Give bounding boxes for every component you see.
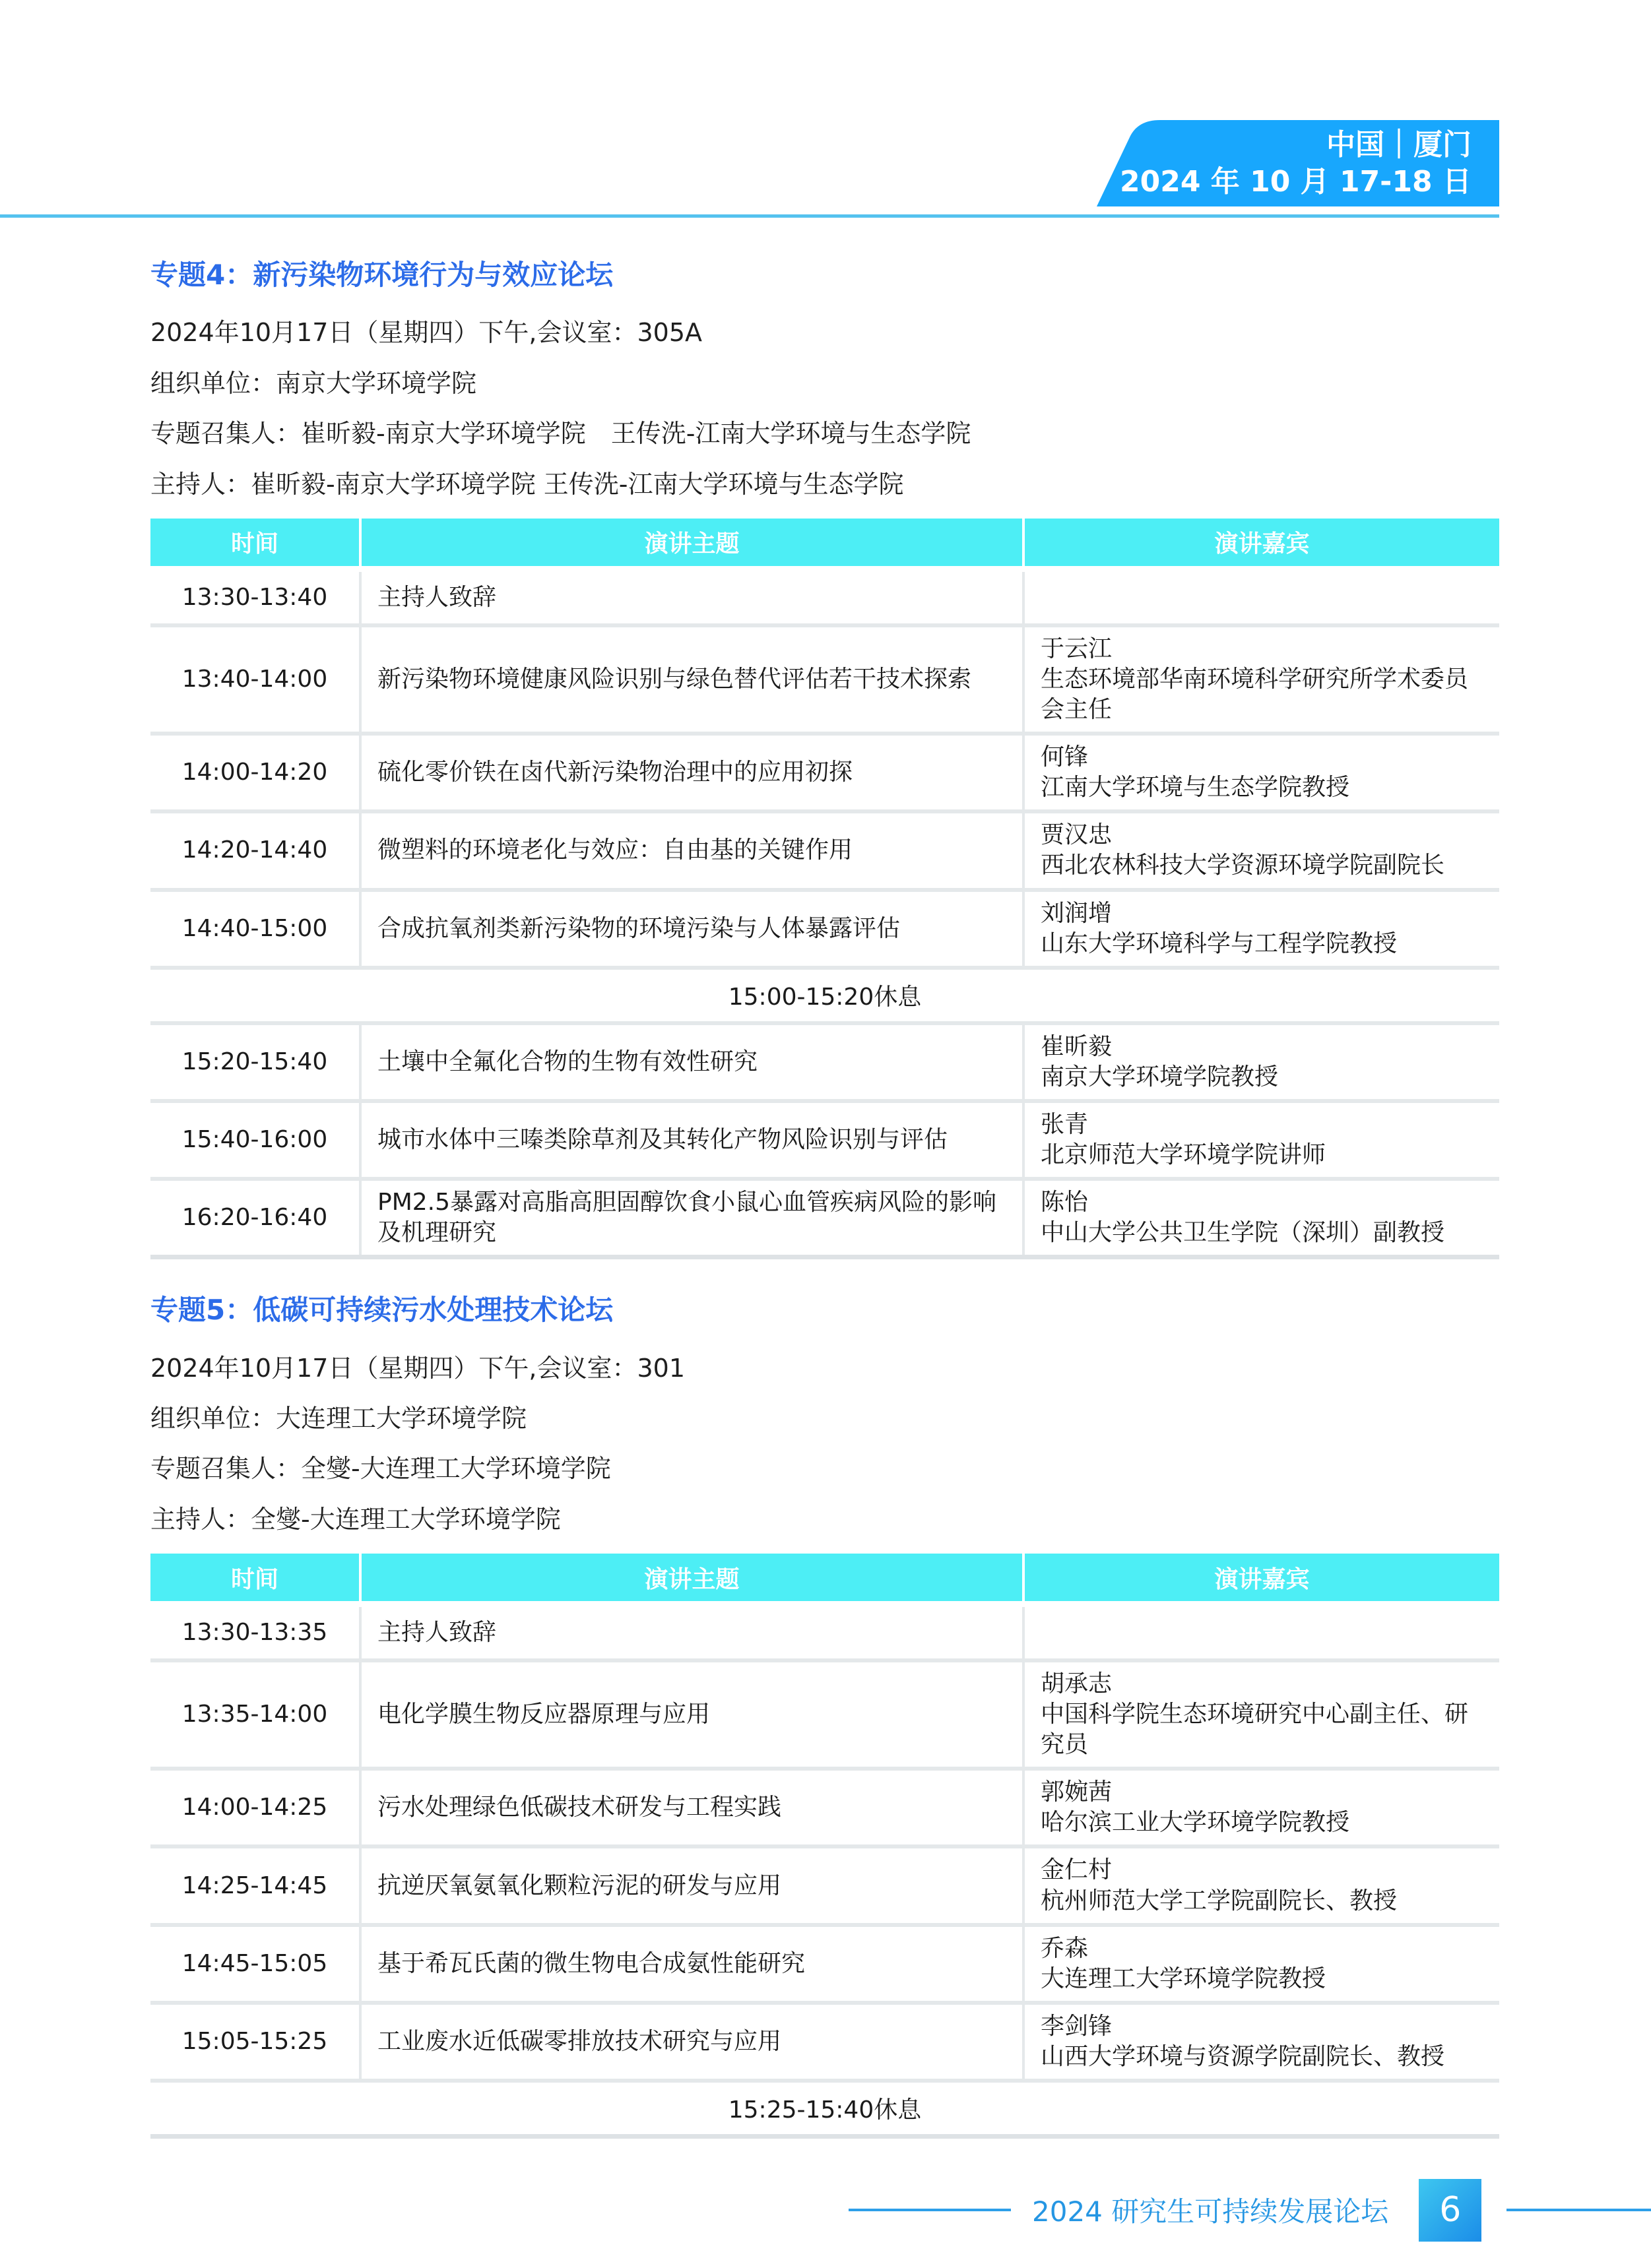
speaker-affiliation: 中国科学院生态环境研究中心副主任、研究员 [1041,1701,1469,1759]
table-body [150,572,1499,1255]
section-title: 专题5：低碳可持续污水处理技术论坛 [150,1294,614,1327]
page-footer [0,2178,1651,2242]
session-datetime: 2024年10月17日（星期四）下午,会议室：301 [150,1353,686,1383]
speaker-name: 金仁村 [1041,1856,1113,1884]
speaker-name: 李剑锋 [1041,2012,1113,2040]
speaker-affiliation: 北京师范大学环境学院讲师 [1041,1141,1326,1168]
talk-speaker [1022,1181,1499,1255]
talk-topic: 主持人致辞 [359,572,1022,623]
conveners: 专题召集人：全燮-大连理工大学环境学院 [150,1454,611,1484]
session-time: 15:40-16:00 [181,1125,328,1153]
table-row [150,809,1499,887]
talk-speaker [1022,627,1499,732]
talk-speaker [1022,1848,1499,1922]
speaker-name: 何锋 [1041,743,1089,771]
talk-topic: 工业废水近低碳零排放技术研究与应用 [359,2005,1022,2079]
talk-speaker [1022,572,1499,623]
speaker-name: 于云江 [1041,635,1113,662]
session-time: 14:00-14:25 [181,1794,328,1821]
page-content [150,259,1499,2139]
talk-topic: 污水处理绿色低碳技术研发与工程实践 [359,1771,1022,1844]
program-table [150,519,1499,1259]
table-body [150,1607,1499,2134]
col-header-speaker: 演讲嘉宾 [1022,1554,1499,1601]
talk-topic: 主持人致辞 [359,1607,1022,1658]
talk-speaker [1022,1771,1499,1844]
talk-topic: 微塑料的环境老化与效应：自由基的关键作用 [359,813,1022,887]
event-banner [1097,120,1499,206]
session-time: 13:30-13:35 [181,1619,328,1647]
talk-speaker [1022,813,1499,887]
table-row [150,1021,1499,1099]
speaker-name: 张青 [1041,1110,1089,1138]
session-time: 13:40-14:00 [181,666,328,693]
footer-right-rule [1506,2209,1651,2211]
table-row [150,1658,1499,1767]
table-row [150,888,1499,966]
talk-topic: 合成抗氧剂类新污染物的环境污染与人体暴露评估 [359,892,1022,966]
table-row [150,2001,1499,2079]
table-row [150,1177,1499,1255]
col-header-topic: 演讲主题 [359,1554,1022,1601]
page-number: 6 [1439,2190,1462,2230]
speaker-name: 贾汉忠 [1041,821,1113,849]
talk-speaker [1022,1662,1499,1767]
col-header-time: 时间 [230,1565,278,1593]
speaker-name: 刘润增 [1041,899,1113,927]
session-time: 16:20-16:40 [181,1204,328,1231]
session-time: 14:40-15:00 [181,914,328,942]
col-header-speaker: 演讲嘉宾 [1022,519,1499,566]
section-topic5 [150,1294,1499,2139]
session-time: 14:20-14:40 [181,836,328,864]
speaker-name: 胡承志 [1041,1670,1113,1698]
speaker-affiliation: 山东大学环境科学与工程学院教授 [1041,929,1398,957]
speaker-affiliation: 哈尔滨工业大学环境学院教授 [1041,1809,1350,1837]
header-rule [0,214,1499,218]
talk-topic: 新污染物环境健康风险识别与绿色替代评估若干技术探索 [359,627,1022,732]
col-header-topic: 演讲主题 [359,519,1022,566]
speaker-affiliation: 西北农林科技大学资源环境学院副院长 [1041,852,1445,879]
speaker-name: 乔森 [1041,1934,1089,1962]
talk-topic: 电化学膜生物反应器原理与应用 [359,1662,1022,1767]
speaker-affiliation: 南京大学环境学院教授 [1041,1063,1279,1090]
talk-speaker [1022,1025,1499,1099]
session-time: 14:45-15:05 [181,1949,328,1977]
speaker-affiliation: 杭州师范大学工学院副院长、教授 [1041,1887,1398,1914]
page-number-badge [1419,2179,1481,2242]
hosts: 主持人：崔昕毅-南京大学环境学院 王传洗-江南大学环境与生态学院 [150,469,904,499]
table-row [150,1099,1499,1177]
footer-left-rule [849,2209,1011,2211]
talk-speaker [1022,736,1499,809]
talk-topic: 土壤中全氟化合物的生物有效性研究 [359,1025,1022,1099]
speaker-affiliation: 生态环境部华南环境科学研究所学术委员会主任 [1041,666,1469,724]
table-break-row: 15:00-15:20休息 [150,966,1499,1021]
session-time: 13:30-13:40 [181,583,328,611]
table-header-row [150,1554,1499,1601]
talk-speaker [1022,1927,1499,2001]
event-dates: 2024 年 10 月 17-18 日 [1119,165,1472,199]
talk-topic: 城市水体中三嗪类除草剂及其转化产物风险识别与评估 [359,1103,1022,1177]
speaker-name: 崔昕毅 [1041,1032,1113,1060]
talk-topic: 基于希瓦氏菌的微生物电合成氨性能研究 [359,1927,1022,2001]
table-header-row [150,519,1499,566]
table-row [150,572,1499,623]
hosts: 主持人：全燮-大连理工大学环境学院 [150,1504,561,1534]
session-time: 13:35-14:00 [181,1701,328,1728]
table-row [150,1923,1499,2001]
talk-topic: PM2.5暴露对高脂高胆固醇饮食小鼠心血管疾病风险的影响及机理研究 [359,1181,1022,1255]
table-row [150,732,1499,809]
event-location: 中国｜厦门 [1326,128,1472,162]
talk-speaker [1022,892,1499,966]
table-row [150,1767,1499,1844]
speaker-affiliation: 江南大学环境与生态学院教授 [1041,774,1350,802]
banner-text [1120,127,1472,201]
organizer: 组织单位：南京大学环境学院 [150,368,477,398]
session-time: 14:25-14:45 [181,1872,328,1899]
speaker-name: 郭婉茜 [1041,1779,1113,1806]
table-row [150,1844,1499,1922]
talk-speaker [1022,1607,1499,1658]
organizer: 组织单位：大连理工大学环境学院 [150,1403,527,1433]
table-break-row: 15:25-15:40休息 [150,2079,1499,2134]
session-time: 15:20-15:40 [181,1048,328,1075]
speaker-affiliation: 山西大学环境与资源学院副院长、教授 [1041,2042,1445,2070]
session-datetime: 2024年10月17日（星期四）下午,会议室：305A [150,318,703,348]
talk-speaker [1022,2005,1499,2079]
session-time: 14:00-14:20 [181,759,328,786]
talk-speaker [1022,1103,1499,1177]
conveners: 专题召集人：崔昕毅-南京大学环境学院 王传洗-江南大学环境与生态学院 [150,419,971,449]
speaker-name: 陈怡 [1041,1188,1089,1216]
program-table [150,1554,1499,2139]
speaker-affiliation: 中山大学公共卫生学院（深圳）副教授 [1041,1219,1445,1247]
table-row [150,1607,1499,1658]
col-header-time: 时间 [230,530,278,558]
section-title: 专题4：新污染物环境行为与效应论坛 [150,259,614,291]
talk-topic: 抗逆厌氧氨氧化颗粒污泥的研发与应用 [359,1848,1022,1922]
footer-forum-name: 2024 研究生可持续发展论坛 [1032,2195,1389,2228]
table-row [150,623,1499,732]
speaker-affiliation: 大连理工大学环境学院教授 [1041,1965,1326,1992]
talk-topic: 硫化零价铁在卤代新污染物治理中的应用初探 [359,736,1022,809]
section-topic4 [150,259,1499,1259]
session-time: 15:05-15:25 [181,2027,328,2055]
